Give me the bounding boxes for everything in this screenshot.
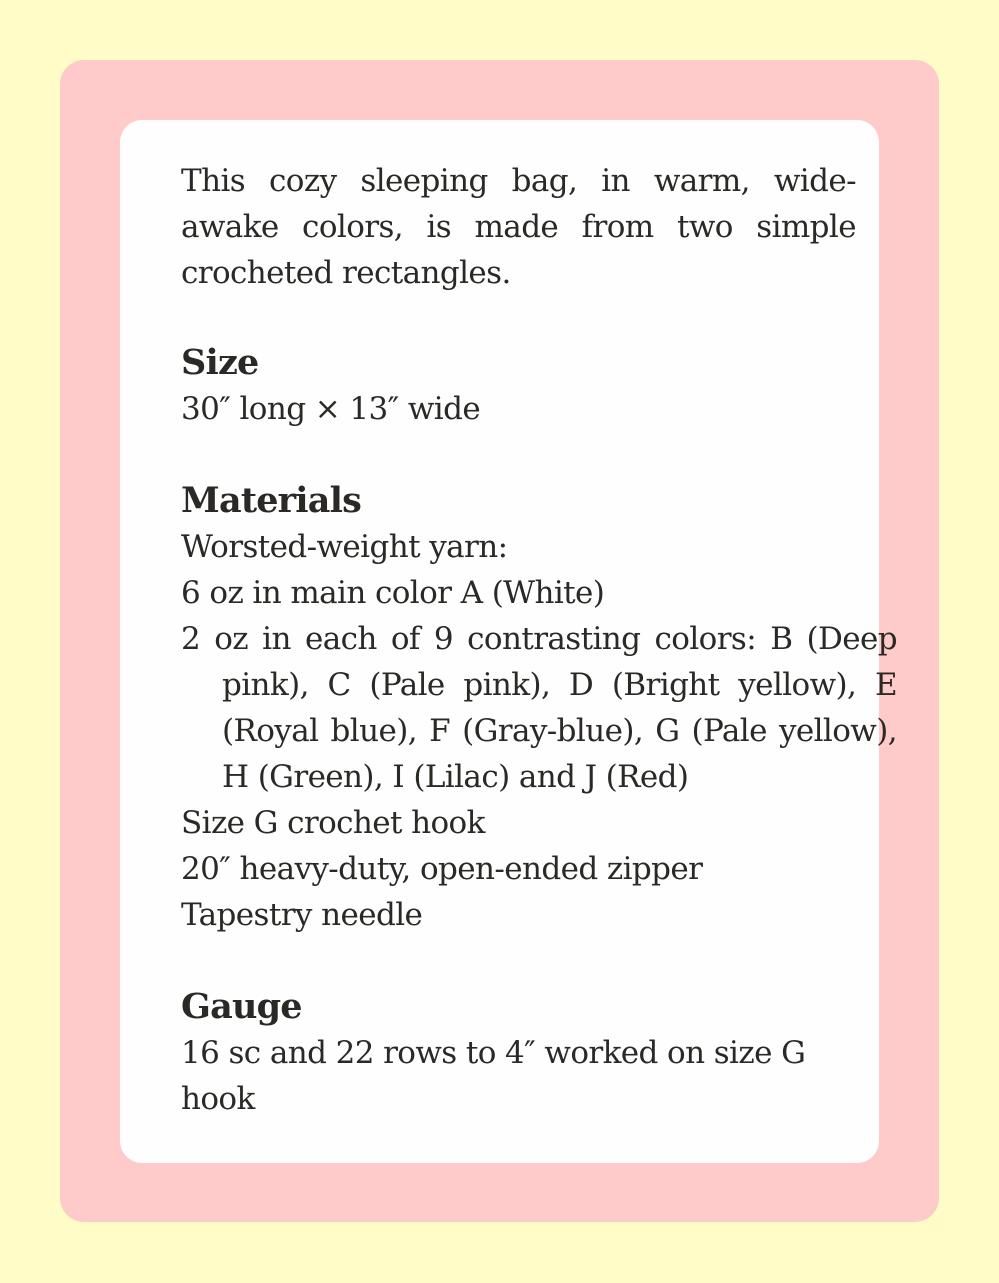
materials-item: 20″ heavy-duty, open-ended zipper	[181, 851, 703, 887]
gauge-section	[181, 984, 861, 1122]
size-section	[181, 340, 861, 432]
materials-item: 2 oz in each of 9 contrasting colors: B (Deep pink), C (Pale pink), D (Bright yellow), E (Royal blue), F (Gray-blue), G (Pale yellow), H (Green), I (Lilac) and J (Red)	[181, 621, 897, 795]
gauge-value: 16 sc and 22 rows to 4″ worked on size G hook	[181, 1035, 806, 1117]
materials-item: Size G crochet hook	[181, 805, 485, 841]
materials-section	[181, 478, 897, 938]
size-heading: Size	[181, 342, 259, 383]
gauge-heading: Gauge	[181, 986, 302, 1027]
pattern-text	[181, 158, 897, 1122]
intro-paragraph: This cozy sleeping bag, in warm, wide-awake colors, is made from two simple crocheted rectangles.	[181, 163, 856, 291]
size-value: 30″ long × 13″ wide	[181, 391, 481, 427]
materials-item: Tapestry needle	[181, 897, 423, 933]
materials-item: 6 oz in main color A (White)	[181, 575, 605, 611]
materials-heading: Materials	[181, 480, 362, 521]
materials-item: Worsted-weight yarn:	[181, 529, 508, 565]
